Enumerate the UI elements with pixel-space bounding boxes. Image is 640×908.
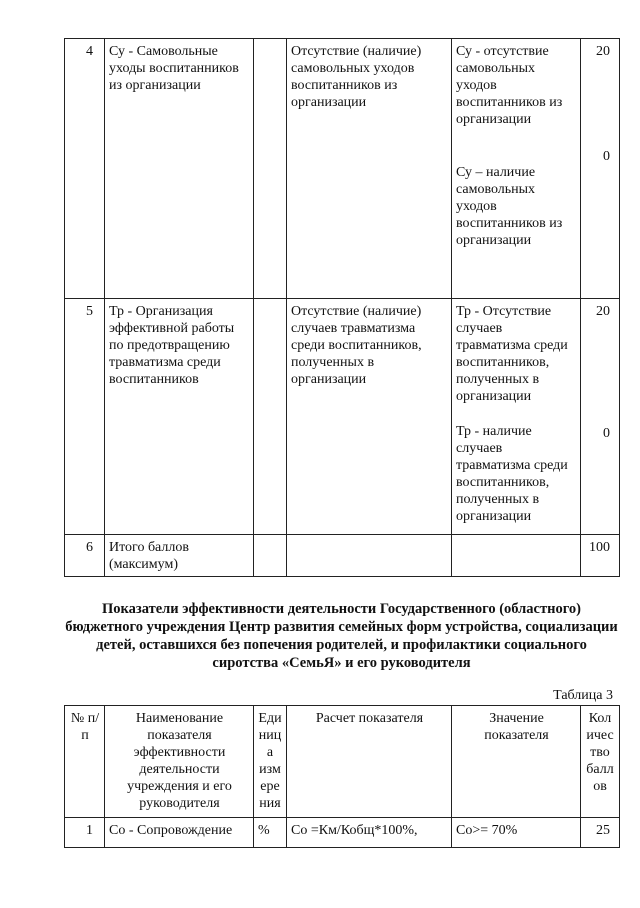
header-value: Значение показателя	[452, 706, 581, 818]
value-cell	[452, 39, 581, 299]
table-row	[65, 535, 620, 577]
header-num: № п/п	[65, 706, 105, 818]
row-number: 4	[65, 39, 105, 299]
points-cell	[581, 299, 620, 535]
header-name: Наименование показателя эффективности деятельности учреждения и его руководителя	[105, 706, 254, 818]
row-number: 6	[65, 535, 105, 577]
section-heading: Показатели эффективности деятельности Государственного (областного) бюджетного учреждения Центр развития семейных форм устройства, социализации детей, оставшихся без попечения родителей, и профилактики социального сиротства «СемьЯ» и его руководителя	[65, 601, 618, 671]
points-cell: 25	[581, 818, 620, 848]
header-calc: Расчет показателя	[287, 706, 452, 818]
points-cell	[581, 39, 620, 299]
calculation-cell: Отсутствие (наличие) случаев травматизма среди воспитанников, полученных в организации	[287, 299, 452, 535]
indicators-table	[64, 705, 620, 848]
table-row	[65, 299, 620, 535]
row-number: 1	[65, 818, 105, 848]
row-number: 5	[65, 299, 105, 535]
value-present: Су – наличие самовольных уходов воспитанников из организации	[456, 165, 563, 248]
value-absent: Су - отсутствие самовольных уходов воспитанников из организации	[456, 44, 563, 127]
indicator-name: Со - Сопровождение	[105, 818, 254, 848]
calculation-cell	[287, 535, 452, 577]
table-row	[65, 818, 620, 848]
header-unit: Еди ниц а изм ере ния	[254, 706, 287, 818]
value-cell	[452, 535, 581, 577]
value-present: Тр - наличие случаев травматизма среди воспитанников, полученных в организации	[456, 424, 568, 524]
table-row	[65, 39, 620, 299]
value-cell	[452, 299, 581, 535]
criteria-table-continued	[64, 38, 620, 577]
header-points: Кол ичес тво балл ов	[581, 706, 620, 818]
calculation-cell: Со =Км/Кобщ*100%,	[287, 818, 452, 848]
points-absent: 20	[596, 304, 610, 319]
indicator-name: Су - Самовольные уходы воспитанников из организации	[105, 39, 254, 299]
points-cell: 100	[581, 535, 620, 577]
table-number-label: Таблица 3	[553, 688, 613, 703]
points-present: 0	[603, 426, 610, 441]
table-header-row	[65, 706, 620, 818]
unit-cell: %	[254, 818, 287, 848]
value-cell: Со>= 70%	[452, 818, 581, 848]
unit-cell	[254, 535, 287, 577]
value-absent: Тр - Отсутствие случаев травматизма среди воспитанников, полученных в организации	[456, 304, 568, 404]
unit-cell	[254, 39, 287, 299]
points-present: 0	[603, 149, 610, 164]
indicator-name: Тр - Организация эффективной работы по предотвращению травматизма среди воспитанников	[105, 299, 254, 535]
indicator-name: Итого баллов (максимум)	[105, 535, 254, 577]
calculation-cell: Отсутствие (наличие) самовольных уходов воспитанников из организации	[287, 39, 452, 299]
unit-cell	[254, 299, 287, 535]
points-absent: 20	[596, 44, 610, 59]
